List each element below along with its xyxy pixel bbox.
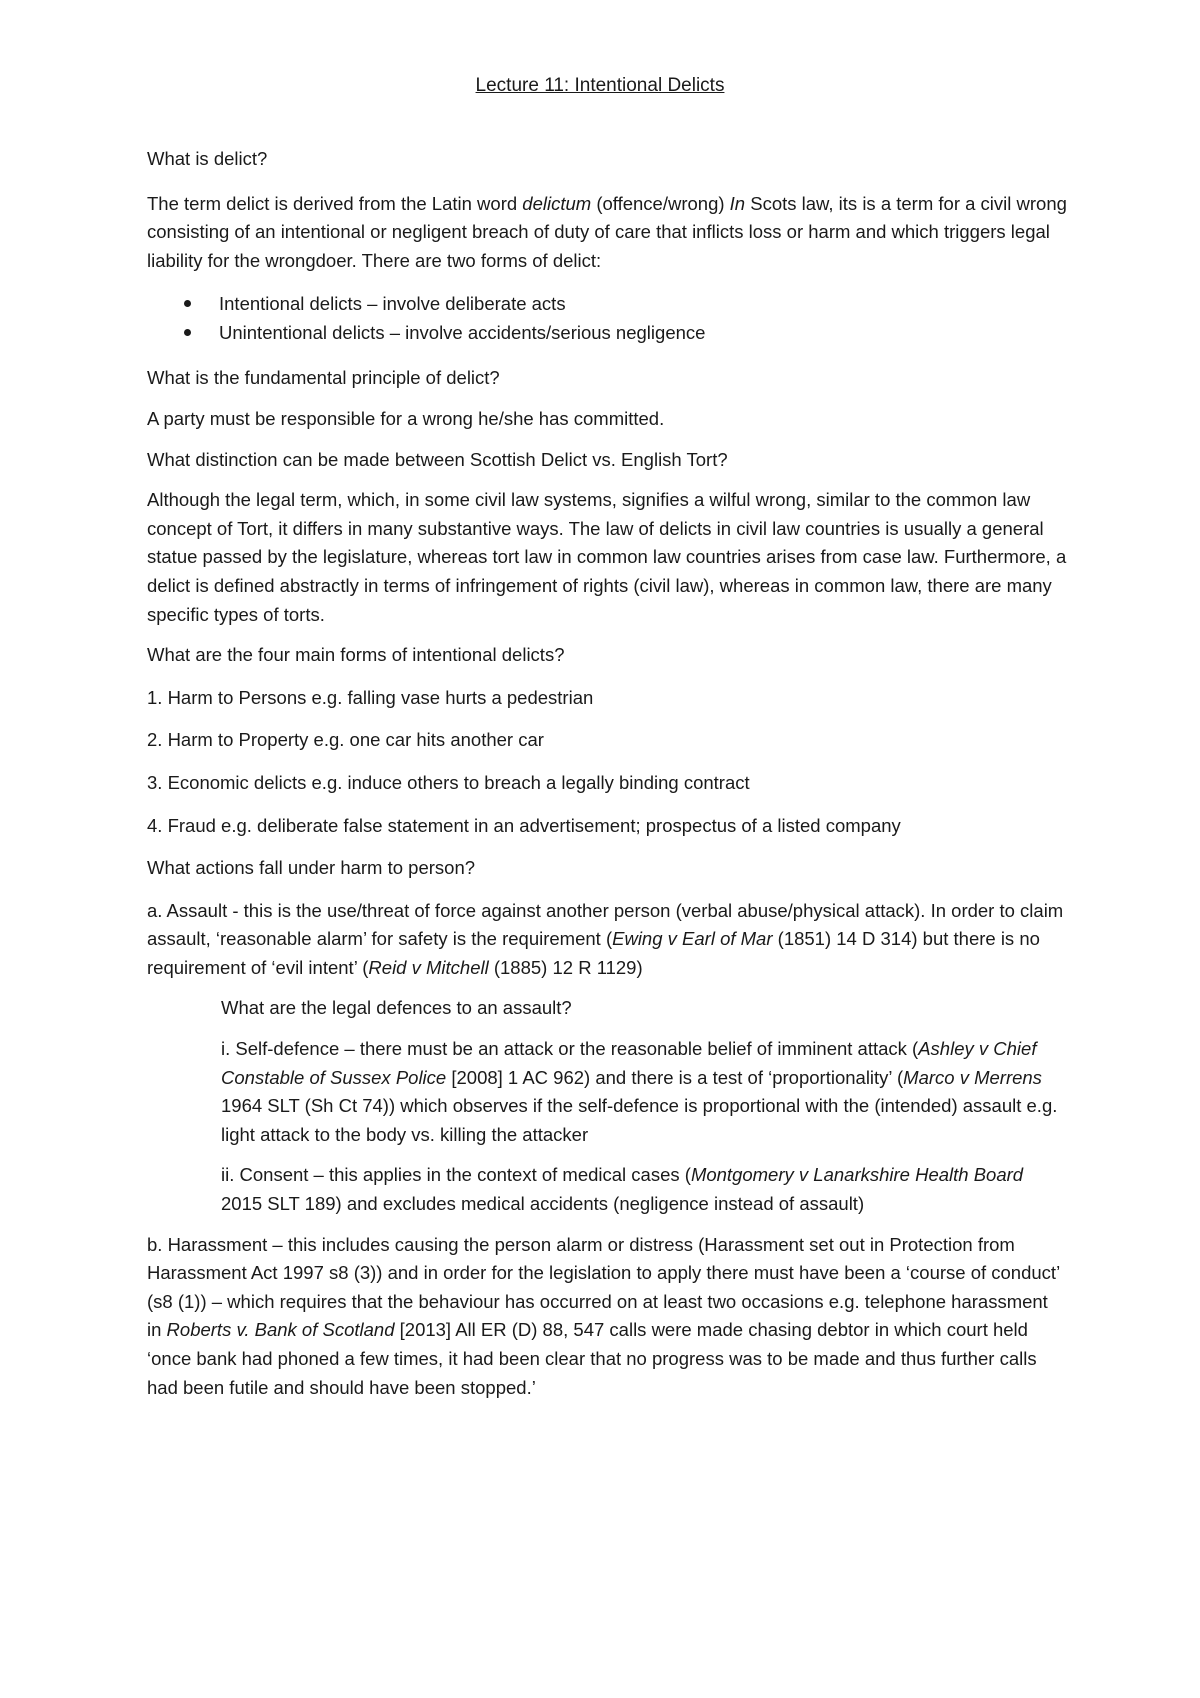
harassment-paragraph [147, 1231, 1067, 1403]
defence2-text-2: 2015 SLT 189) and excludes medical accidents (negligence instead of assault) [221, 1193, 865, 1215]
bullet-icon [184, 300, 191, 307]
forms-of-delict-list [147, 289, 1067, 347]
main-form-item: 4. Fraud e.g. deliberate false statement in an advertisement; prospectus of a listed company [147, 814, 901, 836]
answer-fundamental-principle: A party must be responsible for a wrong he/she has committed. [147, 407, 665, 429]
self-defence-paragraph [221, 1035, 1067, 1149]
list-item-text: Unintentional delicts – involve accidents/serious negligence [219, 322, 706, 344]
case-citation: Montgomery v Lanarkshire Health Board [690, 1164, 1024, 1186]
intro-in: In [729, 192, 746, 214]
list-item-text: Intentional delicts – involve deliberate acts [219, 293, 566, 315]
defence2-text-1: ii. Consent – this applies in the context of medical cases ( [221, 1164, 691, 1186]
intro-text-1: The term delict is derived from the Latin word [147, 192, 523, 214]
harassment-text-1: b. Harassment – this includes causing the person alarm or distress (Harassment set out in Protection from Harassment Act 1997 s8 (3)) and in order for the legislation to apply there must have been a ‘course of conduct’ (s8 (1)) – which requires that the behaviour has occurred on at least two occasions e.g. telephone harassment in [147, 1233, 1060, 1341]
question-legal-defences: What are the legal defences to an assault? [221, 997, 572, 1019]
main-form-item: 2. Harm to Property e.g. one car hits another car [147, 729, 544, 751]
delict-definition-paragraph [147, 190, 1067, 276]
assault-paragraph [147, 897, 1067, 983]
harassment-text-2: [2013] All ER (D) 88, 547 calls were made chasing debtor in which court held ‘once bank had phoned a few times, it had been clear that no progress was to be made and thus further calls had been futile and should have been stopped.’ [147, 1319, 1037, 1398]
question-fundamental-principle: What is the fundamental principle of delict? [147, 367, 500, 389]
page-title: Lecture 11: Intentional Delicts [475, 75, 725, 96]
latin-term: delictum [522, 192, 592, 214]
main-form-item: 1. Harm to Persons e.g. falling vase hurts a pedestrian [147, 686, 594, 708]
defence1-text-1: i. Self-defence – there must be an attack or the reasonable belief of imminent attack ( [221, 1038, 919, 1060]
defence1-text-2: [2008] 1 AC 962) and there is a test of ‘proportionality’ ( [446, 1066, 904, 1088]
intro-text-3: Scots law, its is a term for a civil wrong consisting of an intentional or negligent breach of duty of care that inflicts loss or harm and which triggers legal liability for the wrongdoer. There are two forms of delict: [147, 192, 1067, 271]
case-citation: Reid v Mitchell [368, 956, 489, 978]
consent-paragraph [221, 1161, 1067, 1218]
question-what-is-delict: What is delict? [147, 148, 268, 169]
defence1-text-3: 1964 SLT (Sh Ct 74)) which observes if the self-defence is proportional with the (intended) assault e.g. light attack to the body vs. killing the attacker [221, 1095, 1058, 1145]
assault-text-1: a. Assault - this is the use/threat of force against another person (verbal abuse/physical attack). In order to claim assault, ‘reasonable alarm’ for safety is the requirement ( [147, 899, 1064, 950]
defences-section [221, 994, 1067, 1218]
list-item [147, 318, 1067, 347]
main-form-item: 3. Economic delicts e.g. induce others to breach a legally binding contract [147, 771, 750, 793]
intro-text-2: (offence/wrong) [591, 192, 730, 214]
assault-text-3: (1885) 12 R 1129) [488, 956, 643, 978]
question-harm-to-person: What actions fall under harm to person? [147, 857, 476, 879]
bullet-icon [184, 329, 191, 336]
assault-text-2: (1851) 14 D 314) but there is no requirement of ‘evil intent’ ( [147, 928, 1040, 978]
question-delict-vs-tort: What distinction can be made between Scottish Delict vs. English Tort? [147, 448, 728, 470]
case-citation: Ewing v Earl of Mar [612, 928, 773, 950]
document-body [147, 145, 1067, 1418]
case-citation: Marco v Merrens [903, 1066, 1042, 1088]
answer-delict-vs-tort: Although the legal term, which, in some civil law systems, signifies a wilful wrong, similar to the common law concept of Tort, it differs in many substantive ways. The law of delicts in civil law countries is usually a general statue passed by the legislature, whereas tort law in common law countries arises from case law. Furthermore, a delict is defined abstractly in terms of infringement of rights (civil law), whereas in common law, there are many specific types of torts. [147, 489, 1067, 625]
question-four-main-forms: What are the four main forms of intentional delicts? [147, 644, 565, 666]
list-item [147, 289, 1067, 318]
case-citation: Roberts v. Bank of Scotland [166, 1319, 395, 1341]
case-citation: Ashley v Chief Constable of Sussex Police [221, 1038, 1037, 1088]
